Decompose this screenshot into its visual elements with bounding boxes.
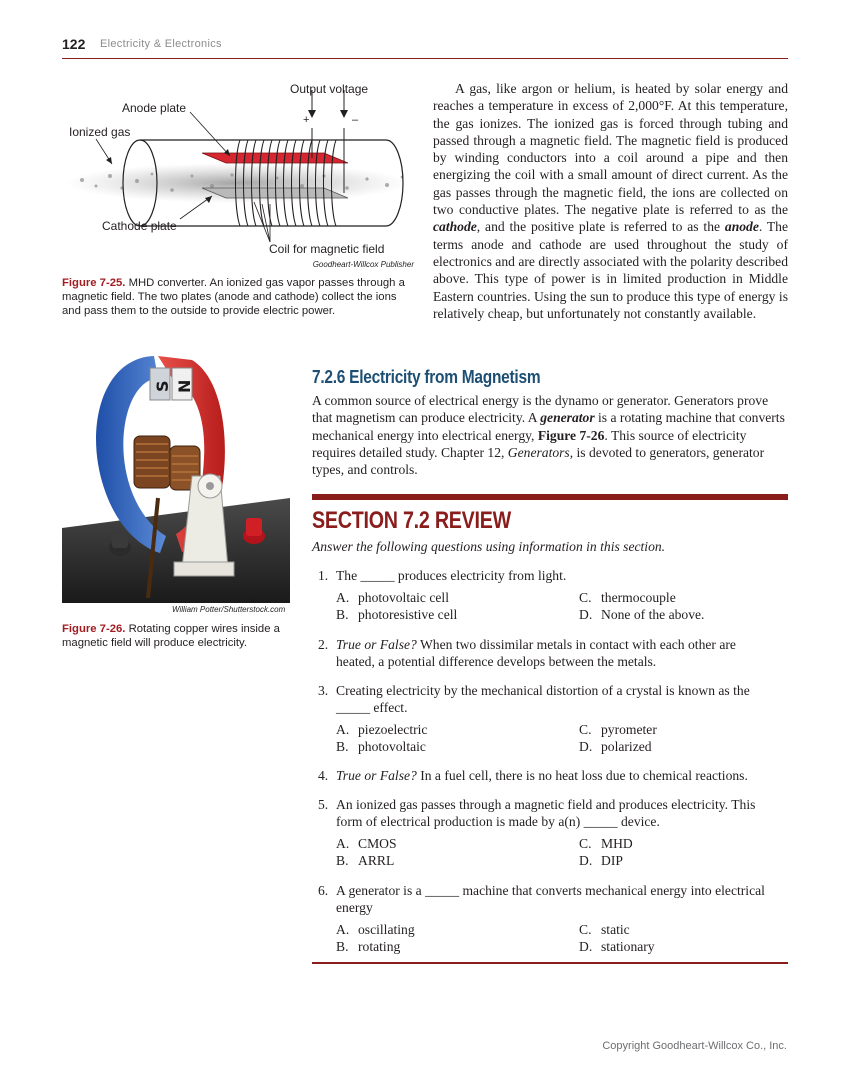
true-false-prefix: True or False? — [336, 637, 417, 652]
q5-option-d: D. DIP — [579, 853, 623, 868]
paragraph-text: is a rotating machine that converts mechanical energy into electrical energy, — [312, 410, 785, 443]
q5-option-b: B. ARRL — [336, 853, 395, 868]
fig25-credit: Goodheart-Willcox Publisher — [312, 260, 414, 269]
fig25-caption-text: MHD converter. An ionized gas vapor passes through a magnetic field. The two plates (anode and cathode) collect the ions and pass them to the outside to provide electric power. — [62, 277, 405, 317]
question-number: 6. — [318, 883, 329, 898]
mhd-paragraph — [433, 80, 788, 322]
paragraph-text: , and the positive plate is referred to as the — [476, 219, 725, 235]
fig26-credit: William Potter/Shutterstock.com — [172, 605, 286, 614]
minus-label: – — [352, 114, 359, 126]
fig25-caption-number: Figure 7-25. — [62, 277, 126, 289]
anode-plate — [202, 153, 348, 163]
figure-7-26-photo — [62, 348, 290, 603]
q3-option-c: C. pyrometer — [579, 722, 657, 737]
question-3 — [318, 682, 778, 717]
review-heading: SECTION 7.2 REVIEW — [312, 507, 511, 534]
q5-option-a: A. CMOS — [336, 836, 397, 851]
q6-option-b: B. rotating — [336, 939, 401, 954]
q3-option-d: D. polarized — [579, 739, 652, 754]
question-number: 4. — [318, 768, 329, 783]
output-voltage-label: Output voltage — [290, 82, 369, 96]
q3-option-a: A. piezoelectric — [336, 722, 428, 737]
q6-option-d: D. stationary — [579, 939, 655, 954]
anode-plate-label: Anode plate — [122, 101, 187, 115]
base-board — [62, 498, 290, 603]
q6-option-c: C. static — [579, 922, 630, 937]
figure-7-25 — [62, 76, 416, 272]
q1-option-a: A. photovoltaic cell — [336, 590, 449, 605]
paragraph-text: A common source of electrical energy is the dynamo or generator. Generators prove that magnetism can produce electricity. A — [312, 393, 769, 426]
figure-reference: Figure 7-26 — [537, 427, 605, 443]
q3-option-b: B. photovoltaic — [336, 739, 426, 754]
q5-option-c: C. MHD — [579, 836, 633, 851]
q1-option-b: B. photoresistive cell — [336, 607, 458, 622]
question-number: 3. — [318, 683, 329, 698]
paragraph-text: A gas, like argon or helium, is heated by solar energy and reaches a temperature in excess of 2,000°F. At this temperature, the gas ionizes. The ionized gas is forced through tubing and passed through a magnetic field. The magnetic field is produced by winding conductors into a coil around a pipe and then energizing the coil with a small amount of direct current. As the gas passes through the magnetic field, the ions are collected on two conductive plates. The negative plate is referred to as the — [433, 81, 788, 218]
paragraph-text: . The terms anode and cathode are used throughout the study of electronics and are directly associated with the polarity described above. This type of power is in limited production in Middle Eastern countries. Using the sun to produce this type of energy is relatively cheap, but unfortunately not constantly available. — [433, 219, 789, 321]
section-heading-7-2-6: 7.2.6 Electricity from Magnetism — [312, 367, 541, 387]
cathode-plate-label: Cathode plate — [102, 219, 177, 233]
page-number: 122 — [62, 36, 86, 52]
q1-option-c: C. thermocouple — [579, 590, 676, 605]
question-5 — [318, 796, 778, 831]
term-anode: anode — [724, 219, 759, 235]
review-instructions: Answer the following questions using information in this section. — [312, 539, 666, 554]
ionized-gas-label: Ionized gas — [69, 125, 131, 139]
question-text: A generator is a _____ machine that converts mechanical energy into electrical energy — [336, 883, 765, 916]
question-4 — [318, 767, 788, 784]
term-generator: generator — [540, 410, 595, 426]
question-number: 2. — [318, 637, 329, 652]
question-6 — [318, 882, 768, 917]
fig25-caption — [62, 276, 416, 318]
generator-paragraph — [312, 392, 788, 478]
magnet-n-label: N — [175, 379, 194, 393]
true-false-prefix: True or False? — [336, 768, 417, 783]
question-1 — [318, 567, 788, 584]
term-cathode: cathode — [433, 219, 477, 235]
plus-label: + — [303, 114, 310, 126]
q6-option-a: A. oscillating — [336, 922, 415, 937]
generator-illustration — [62, 348, 290, 603]
cathode-plate — [202, 188, 348, 198]
question-text: In a fuel cell, there is no heat loss due to chemical reactions. — [416, 768, 748, 783]
question-text: The _____ produces electricity from light. — [336, 568, 567, 583]
running-title: Electricity & Electronics — [100, 38, 222, 50]
question-number: 5. — [318, 797, 329, 812]
question-2 — [318, 636, 778, 671]
question-number: 1. — [318, 568, 329, 583]
fig26-caption-number: Figure 7-26. — [62, 623, 126, 635]
coil-label: Coil for magnetic field — [269, 242, 385, 256]
question-text: When two dissimilar metals in contact with each other are heated, a potential difference develops between the metals. — [336, 637, 736, 670]
paragraph-text: . This source of electricity requires detailed study. Chapter 12, — [312, 427, 747, 460]
question-text: An ionized gas passes through a magnetic field and produces electricity. This form of electrical production is made by a(n) _____ device. — [336, 797, 756, 830]
copyright-footer: Copyright Goodheart-Willcox Co., Inc. — [602, 1040, 787, 1052]
copper-armature — [134, 436, 200, 490]
fig26-caption-text: Rotating copper wires inside a magnetic field will produce electricity. — [62, 623, 280, 649]
paragraph-text: , is devoted to generators, generator types, and controls. — [312, 444, 765, 478]
review-top-bar — [312, 494, 788, 500]
fig26-caption — [62, 622, 294, 650]
question-text: Creating electricity by the mechanical distortion of a crystal is known as the _____ effect. — [336, 683, 750, 716]
page-header — [62, 36, 788, 59]
magnet-s-label: S — [153, 380, 172, 392]
review-bottom-bar — [312, 962, 788, 964]
chapter-reference: Generators — [507, 444, 570, 460]
q1-option-d: D. None of the above. — [579, 607, 705, 622]
